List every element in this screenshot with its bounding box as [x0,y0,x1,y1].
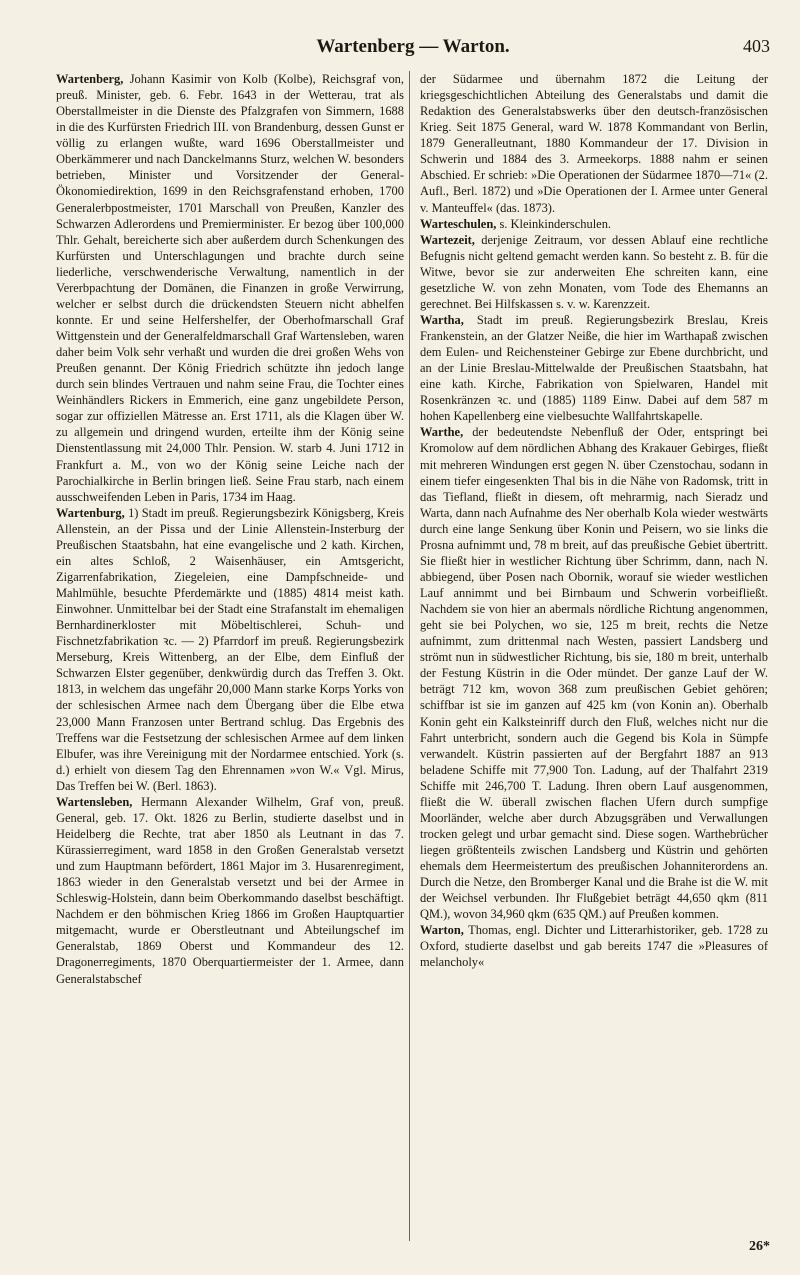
headword: Wartha, [420,312,464,327]
entry-wartezeit [420,232,768,312]
entry-warton [420,922,768,970]
entry-text: Hermann Alexander Wilhelm, Graf von, preuß. General, geb. 17. Okt. 1826 zu Berlin, studierte daselbst und in Heidelberg die Rechte, trat aber 1850 als Leutnant in das 7. Kürassierregiment, ward 1858 in den Großen Generalstab versetzt und zum Hauptmann befördert, 1861 Major im 3. Husarenregiment, 1863 wieder in den Generalstab versetzt und bei der Armee in Schleswig-Holstein, dann beim Oberkommando daselbst beschäftigt. Nachdem er den böhmischen Krieg 1866 im Großen Hauptquartier mitgemacht, wurde er Oberstleutnant und Abteilungschef im Generalstab, 1869 Oberst und Kommandeur des 12. Dragonerregiments, 1870 Oberquartiermeister der 1. Armee, dann Generalstabschef [56,794,404,986]
entry-text: Thomas, engl. Dichter und Litterarhistoriker, geb. 1728 zu Oxford, studierte daselbst und gab bereits 1747 die »Pleasures of melancholy« [420,923,768,970]
entry-text: 1) Stadt im preuß. Regierungsbezirk Königsberg, Kreis Allenstein, an der Pissa und der Linie Allenstein-Insterburg der Preußischen Staatsbahn, hat eine evangelische und 2 kath. Kirchen, ein altes Schloß, 2 Waisenhäuser, ein Amtsgericht, Zigarrenfabrikation, Ziegeleien, eine Dampfschneide- und Mahlmühle, besuchte Pferdemärkte und (1885) 4814 meist kath. Einwohner. Unmittelbar bei der Stadt eine Strafanstalt im ehemaligen Bernhardinerkloster mit Möbeltischlerei, Schuh- und Fischnetzfabrikation ꝛc. — 2) Pfarrdorf im preuß. Regierungsbezirk Merseburg, Kreis Wittenberg, an der Elbe, dem Einfluß der Schwarzen Elster gegenüber, denkwürdig durch das Treffen 3. Okt. 1813, in welchem das ungefähr 20,000 Mann starke Korps Yorks von der schlesischen Armee nach dem Übergang über die Elbe etwa 23,000 Mann Franzosen unter Bertrand schlug. Das Ergebnis des Treffens war die Festsetzung der schlesischen Armee auf dem linken Elbufer, was ihre Vereinigung mit der Nordarmee entschied. York (s. d.) erhielt von diesem Tag den Ehrennamen »von W.« Vgl. Mirus, Das Treffen bei W. (Berl. 1863). [56,505,404,793]
entry-text: s. Kleinkinderschulen. [496,216,612,231]
page-header [56,36,770,62]
headword: Warthe, [420,425,464,440]
entry-wartha [420,312,768,424]
running-title: Wartenberg — Warton. [316,36,510,57]
headword: Wartensleben, [56,794,133,809]
headword: Wartenberg, [56,72,124,86]
entry-wartenberg [56,71,404,505]
headword: Warton, [420,923,464,938]
entry-text: Stadt im preuß. Regierungsbezirk Breslau, Kreis Frankenstein, an der Glatzer Neiße, die hier im Warthapaß zwischen dem Eulen- und Reichensteiner Gebirge zur Ebene durchbricht, und an der Linie Breslau-Mittelwalde der Preußischen Staatsbahn, hat eine kath. Kirche, Fabrikation von Spielwaren, Handel mit Rosenkränzen ꝛc. und (1885) 1189 Einw. Dabei auf dem 587 m hohen Kapellenberg eine vielbesuchte Wallfahrtskapelle. [420,312,768,424]
column-divider [409,71,410,1241]
right-column [420,71,768,971]
entry-text: derjenige Zeitraum, vor dessen Ablauf eine rechtliche Befugnis nicht geltend gemacht werden kann. So besteht z. B. für die Witwe, bevor sie zur anderweiten Ehe schreiten kann, eine gesetzliche W. von zehn Monaten, vom Tode des Ehemanns an gerechnet. Bei Hilfskassen s. v. w. Karenzzeit. [420,232,768,311]
headword: Warteschulen, [420,216,497,231]
left-column [56,71,404,987]
entry-warteschulen [420,216,768,232]
entry-wartensleben [56,794,404,987]
entry-continuation [420,71,768,216]
signature-mark: 26* [749,1239,770,1254]
entry-warthe [420,424,768,922]
page-number: 403 [743,36,770,56]
entry-text: der bedeutendste Nebenfluß der Oder, entspringt bei Kromolow auf dem nördlichen Abhang des Krakauer Gebirges, fließt mit mehreren Windungen erst gegen N. über Czenstochau, sodann in einem tiefer eingesenkten Thal bis in die Nähe von Radomsk, tritt in das Tiefland, fließt in diesem, oft mehrarmig, nach Sieradz und Warta, dann nach Aufnahme des Ner oberhalb Kola wieder westwärts durch eine lange Senkung über Konin und Peisern, wo sie links die Prosna aufnimmt und, 78 m breit, auf das preußische Gebiet übertritt. Sie fließt hier in westlicher Richtung über Schrimm, dann, nach N. abbiegend, über Posen nach Obornik, worauf sie wieder westlichen Lauf annimmt und bei Birnbaum und Schwerin vorbeifließt. Nachdem sie von hier an abermals nördliche Richtung angenommen, geht sie bei Polychen, wo sie, 125 m breit, rechts die Netze aufnimmt, zum drittenmal nach Westen, passiert Landsberg und strömt nun in südwestlicher Richtung, bis sie, 180 m breit, unterhalb der Festung Küstrin in die Oder mündet. Der ganze Lauf der W. beträgt 712 km, wovon 368 zum preußischen Gebiet gehören; schiffbar ist sie im ganzen auf 425 km (von Konin an). Oberhalb Konin geht ein Kalksteinriff durch den Fluß, welches nicht nur die Fahrt unterbricht, sondern auch die Gegend bis Kola in Sümpfe verwandelt. Küstrin passierten auf der Bergfahrt 1887 an 913 beladene Schiffe mit 77,900 Ton. Ladung, auf der Thalfahrt 2319 Schiffe mit 246,700 T. Ladung. Ihren obern Lauf ausgenommen, fließt die W. überall zwischen flachen Ufern durch sumpfige Moorländer, welche aber durch Abzugsgräben und Verwallungen trocken gelegt und urbar gemacht sind. Diese sogen. Warthebrücher liegen größtenteils zwischen Landsberg und Küstrin und gehörten ehemals dem Heermeistertum des preußischen Johanniterordens an. Durch die Netze, den Bromberger Kanal und die Brahe ist die W. mit der Weichsel verbunden. Ihr Flußgebiet beträgt 44,650 qkm (811 QM.), wovon 34,960 qkm (635 QM.) auf Preußen kommen. [420,425,768,922]
headword: Wartenburg, [56,505,125,520]
entry-text: der Südarmee und übernahm 1872 die Leitung der kriegsgeschichtlichen Abteilung des Generalstabs und damit die Redaktion des Generalstabswerks über den deutsch-französischen Krieg. Seit 1875 General, ward W. 1878 Kommandant von Berlin, 1879 Generalleutnant, 1880 Kommandeur der 17. Division in Schwerin und 1884 des 3. Armeekorps. 1888 nahm er seinen Abschied. Er schrieb: »Die Operationen der Südarmee 1870—71« (2. Aufl., Berl. 1872) und »Die Operationen der I. Armee unter General v. Manteuffel« (das. 1873). [420,72,768,215]
headword: Wartezeit, [420,232,475,247]
entry-wartenburg [56,505,404,794]
entry-text: Johann Kasimir von Kolb (Kolbe), Reichsgraf von, preuß. Minister, geb. 6. Febr. 1643 in der Wetterau, trat als Oberstallmeister in die Dienste des Pfalzgrafen von Simmern, 1688 in die des Kurfürsten Friedrich III. von Brandenburg, dessen Gunst er völlig zu erlangen wußte, ward 1696 Oberstallmeister und Oberkämmerer und nach Danckelmanns Sturz, welchen W. besonders betrieben, Minister und Vorsitzender der General-Ökonomiedirektion, 1699 in den Reichsgrafenstand erhoben, 1700 Generalerbpostmeister, 1701 Marschall von Preußen, Kanzler des Schwarzen Adlerordens und Premierminister. Er bezog über 100,000 Thlr. Gehalt, bereicherte sich aber außerdem durch Schenkungen des Kurfürsten und Unterschlagungen und brachte durch seine liederliche, verschwenderische Verwaltung, namentlich in der Vererbpachtung der Domänen, die Finanzen in große Verwirrung, welcher er selbst durch die drückendsten Steuern nicht abhelfen konnte. Er und seine Helfershelfer, der Oberhofmarschall Graf Wittgenstein und der Generalfeldmarschall Graf Wartensleben, waren daher beim Volk sehr verhaßt und wurden die drei großen Wehs von Preußen genannt. Der König Friedrich schützte ihn jedoch lange durch sein blindes Vertrauen und nahm seine Frau, die Tochter eines Weinhändlers Rickers in Emmerich, eine ganz ungebildete Person, sogar zur offiziellen Mätresse an. Erst 1711, als die Klagen über W. zu allgemein und dringend wurden, erteilte ihm der König seine Dienstentlassung mit 24,000 Thlr. Pension. W. starb 4. Juni 1712 in Frankfurt a. M., von wo der König seine Leiche nach der Parochialkirche in Berlin bringen ließ. Seine Frau starb, nach einem ausschweifenden Leben in Paris, 1734 im Haag. [56,72,404,504]
